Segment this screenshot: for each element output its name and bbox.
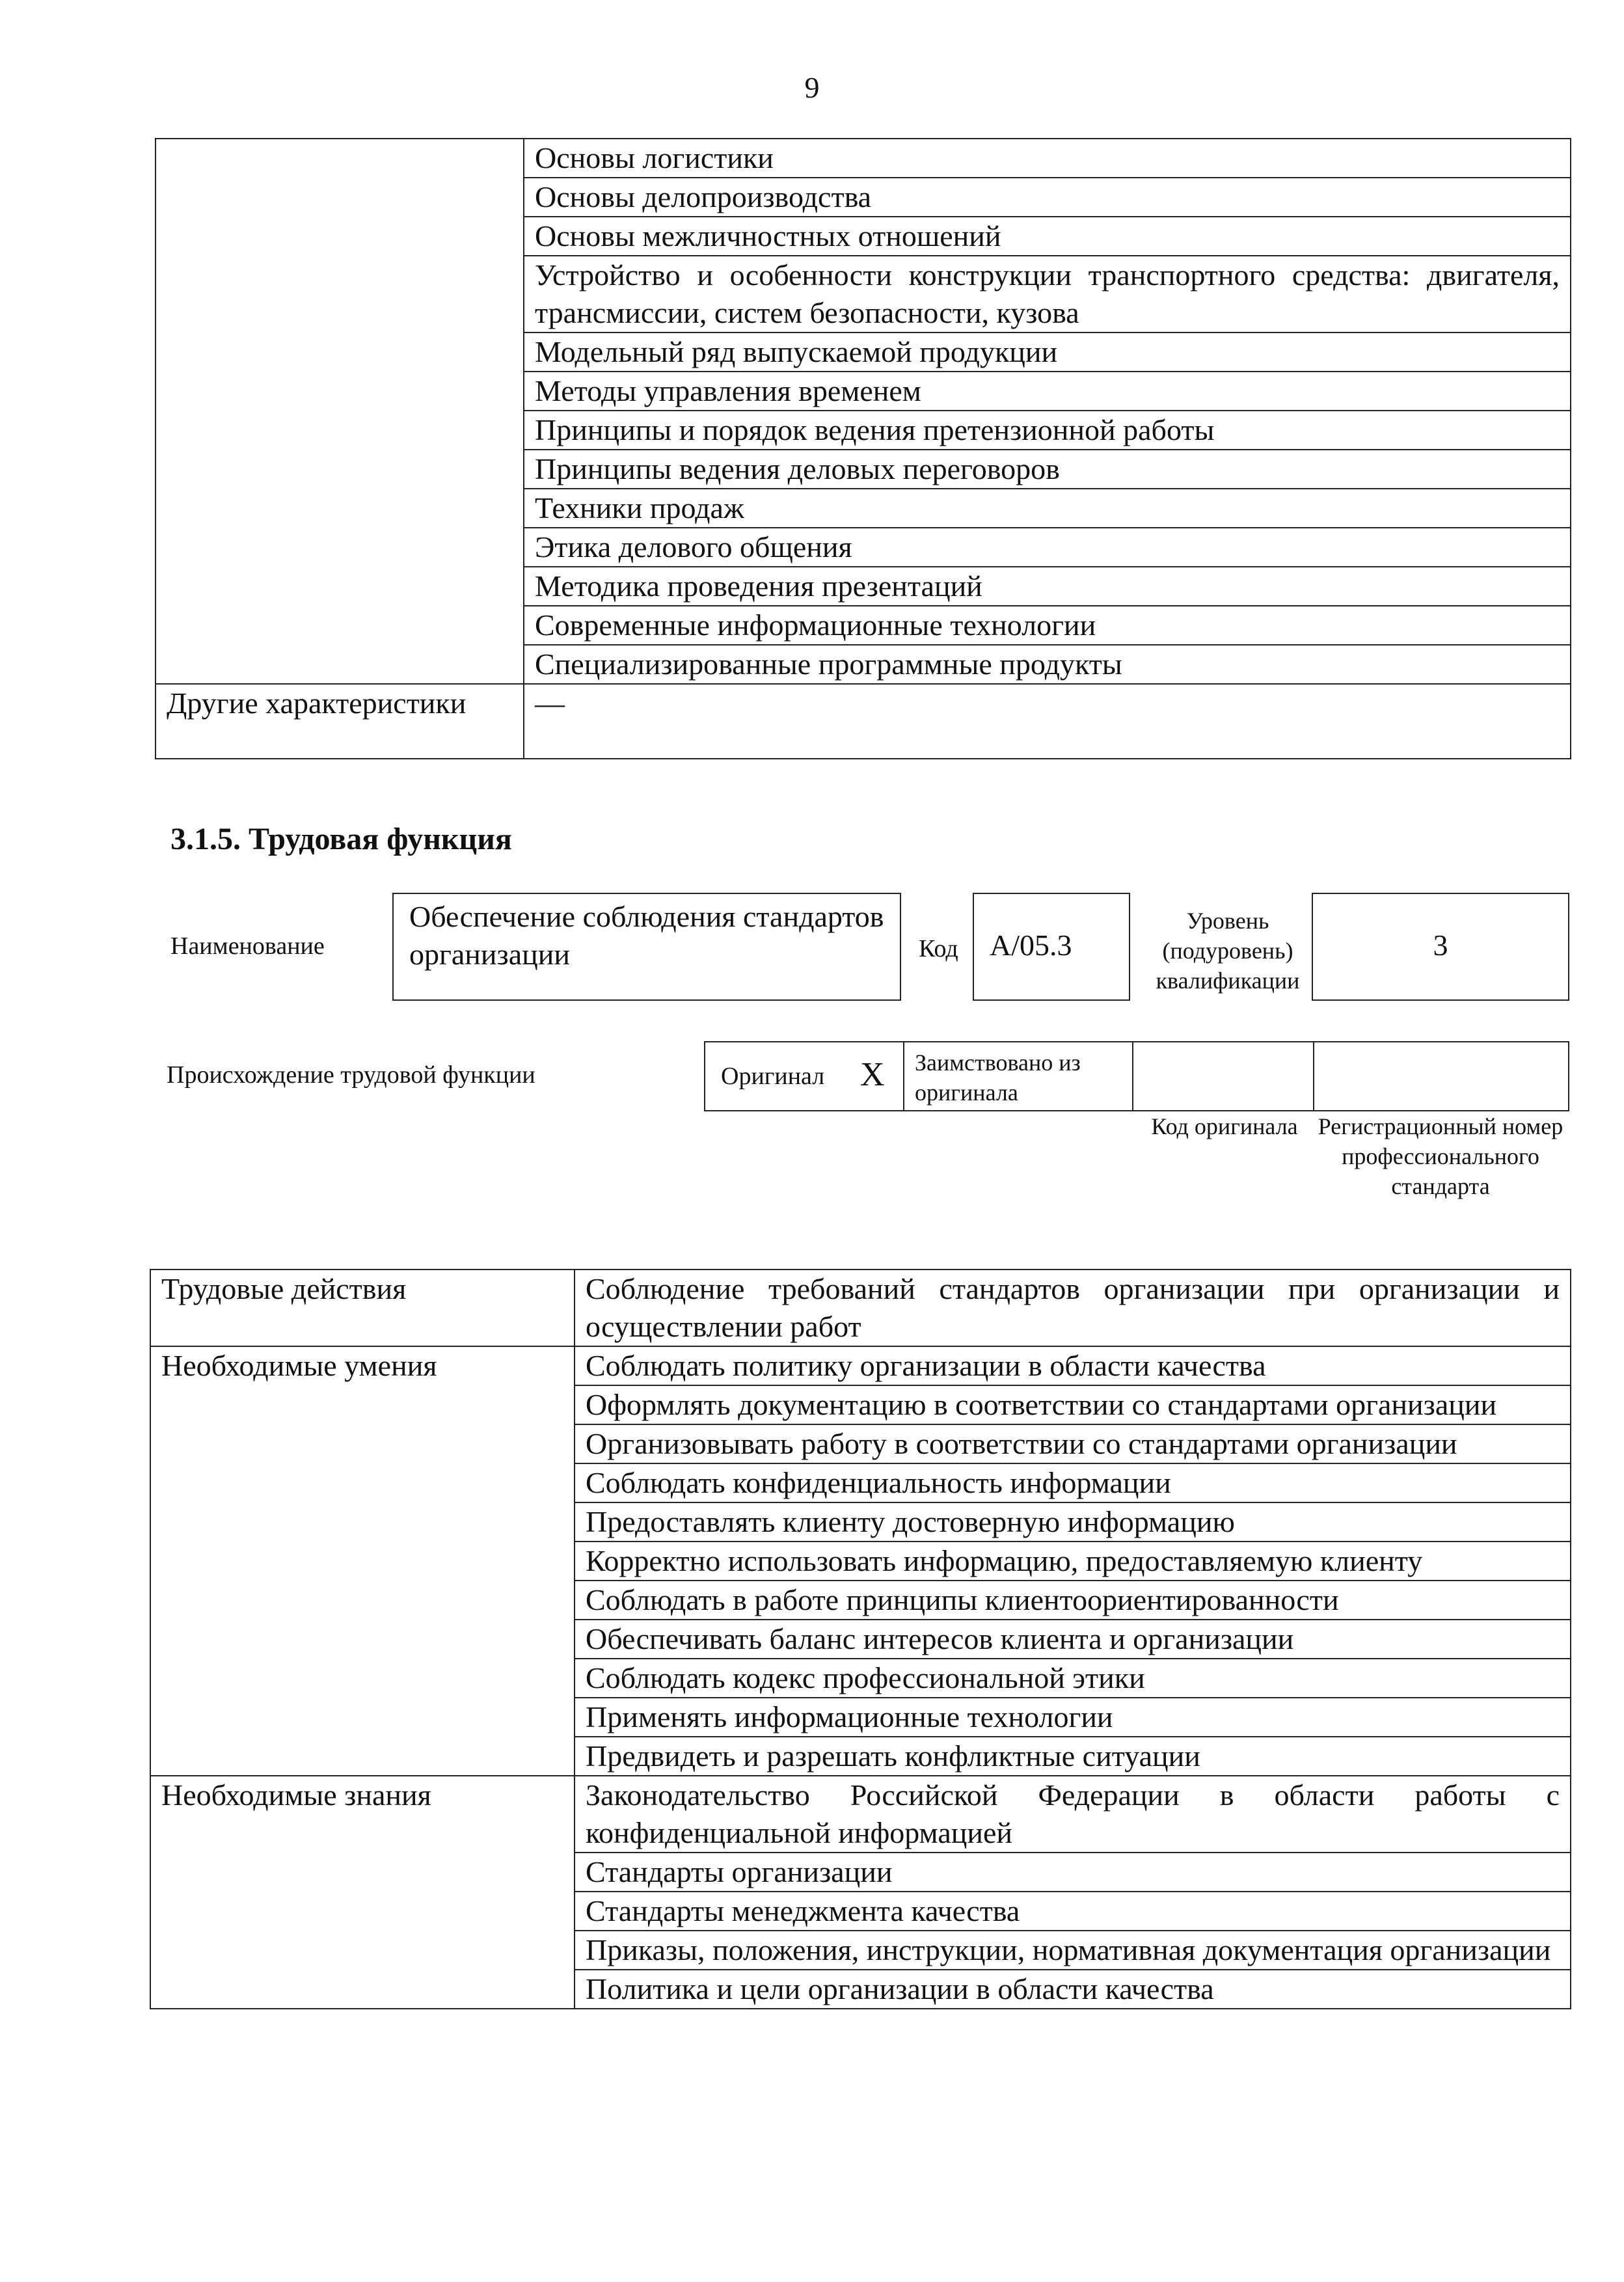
original-mark: X (860, 1056, 885, 1093)
empty-label-cell (156, 139, 524, 684)
knowledge-item: Политика и цели организации в области качества (575, 1970, 1571, 2009)
code-box (973, 893, 1130, 1001)
page-number: 9 (804, 71, 820, 104)
other-characteristics-value: — (524, 684, 1571, 759)
knowledge-item: Устройство и особенности конструкции транспортного средства: двигателя, трансмиссии, систем безопасности, кузова (524, 256, 1571, 333)
function-name-box (392, 893, 901, 1001)
skill-item: Корректно использовать информацию, предоставляемую клиенту (575, 1542, 1571, 1581)
level-box (1312, 893, 1569, 1001)
knowledge-item: Принципы и порядок ведения претензионной работы (524, 411, 1571, 450)
knowledge-item: Принципы ведения деловых переговоров (524, 450, 1571, 489)
origin-row (704, 1041, 1569, 1111)
knowledge-item: Стандарты организации (575, 1853, 1571, 1892)
knowledge-item: Основы логистики (524, 139, 1571, 178)
knowledge-item: Основы межличностных отношений (524, 217, 1571, 256)
divider (1132, 1042, 1133, 1110)
knowledge-label: Необходимые знания (150, 1776, 575, 2009)
level-value: 3 (1433, 929, 1448, 962)
knowledge-item: Стандарты менеджмента качества (575, 1892, 1571, 1931)
other-characteristics-label: Другие характеристики (156, 684, 524, 759)
code-original-label: Код оригинала (1151, 1113, 1298, 1139)
skill-item: Соблюдать конфиденциальность информации (575, 1463, 1571, 1502)
skill-item: Соблюдать политику организации в области качества (575, 1346, 1571, 1385)
skill-item: Обеспечивать баланс интересов клиента и организации (575, 1620, 1571, 1659)
knowledge-item: Основы делопроизводства (524, 178, 1571, 217)
knowledge-continuation-table (155, 138, 1571, 759)
function-name-value: Обеспечение соблюдения стандартов организации (409, 900, 884, 971)
skill-item: Оформлять документацию в соответствии со стандартами организации (575, 1385, 1571, 1424)
name-label: Наименование (170, 932, 325, 960)
code-label: Код (919, 935, 958, 962)
knowledge-item: Современные информационные технологии (524, 606, 1571, 645)
function-table (150, 1269, 1571, 2009)
skill-item: Соблюдать в работе принципы клиентоориентированности (575, 1581, 1571, 1620)
skills-label: Необходимые умения (150, 1346, 575, 1776)
divider (1313, 1042, 1314, 1110)
skill-item: Соблюдать кодекс профессиональной этики (575, 1659, 1571, 1698)
knowledge-item: Законодательство Российской Федерации в области работы с конфиденциальной информацией (575, 1776, 1571, 1853)
actions-label: Трудовые действия (150, 1270, 575, 1346)
knowledge-item: Этика делового общения (524, 528, 1571, 567)
skill-item: Организовывать работу в соответствии со стандартами организации (575, 1424, 1571, 1463)
knowledge-item: Приказы, положения, инструкции, нормативная документация организации (575, 1931, 1571, 1970)
skill-item: Применять информационные технологии (575, 1698, 1571, 1737)
original-label: Оригинал (721, 1063, 825, 1090)
section-title: 3.1.5. Трудовая функция (170, 822, 512, 856)
knowledge-item: Специализированные программные продукты (524, 645, 1571, 684)
reg-number-label: Регистрационный номер профессионального стандарта (1318, 1113, 1563, 1199)
action-item: Соблюдение требований стандартов организации при организации и осуществлении работ (575, 1270, 1571, 1346)
origin-label: Происхождение трудовой функции (167, 1061, 535, 1089)
knowledge-item: Модельный ряд выпускаемой продукции (524, 333, 1571, 372)
qualification-level-label: Уровень (подуровень) квалификации (1156, 908, 1300, 994)
borrowed-label: Заимствовано из оригинала (915, 1050, 1081, 1106)
knowledge-item: Техники продаж (524, 489, 1571, 528)
skill-item: Предвидеть и разрешать конфликтные ситуации (575, 1737, 1571, 1776)
skill-item: Предоставлять клиенту достоверную информацию (575, 1502, 1571, 1542)
code-value: A/05.3 (990, 929, 1072, 962)
divider (903, 1042, 904, 1110)
knowledge-item: Методика проведения презентаций (524, 567, 1571, 606)
knowledge-item: Методы управления временем (524, 372, 1571, 411)
